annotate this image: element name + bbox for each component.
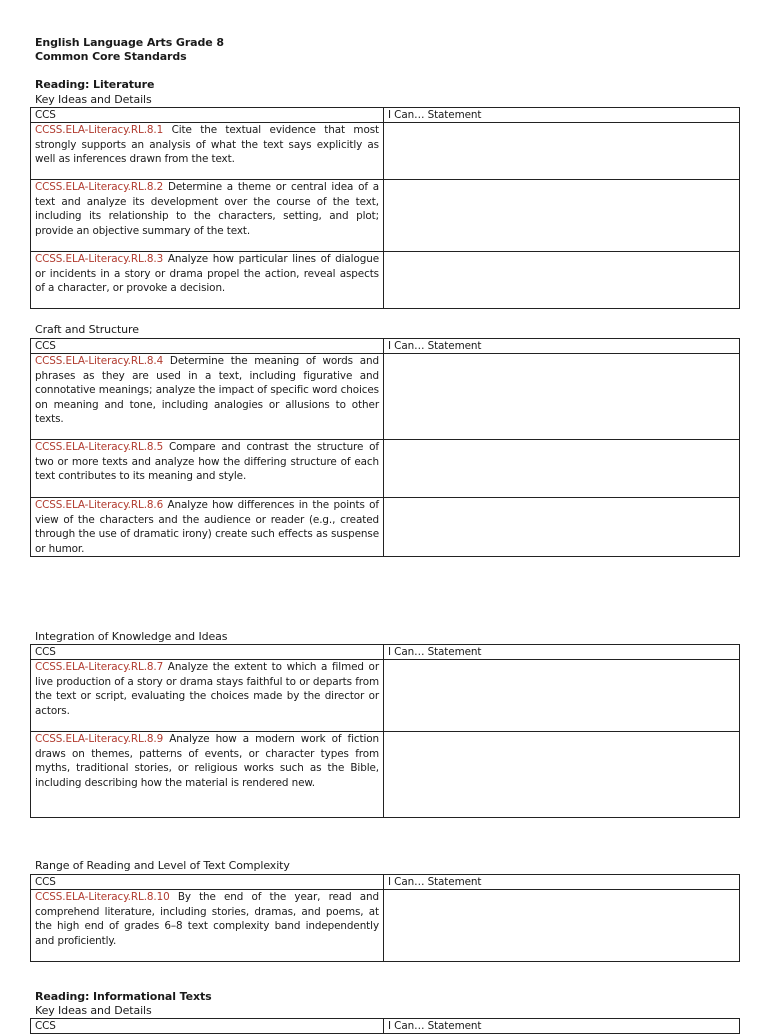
ccs-column-header: CCS [31,1019,384,1034]
section-subheading: Range of Reading and Level of Text Complexity [35,859,290,872]
ican-statement-cell[interactable] [384,252,740,309]
standard-cell [31,440,384,498]
table-row [31,354,740,440]
table-header-row [31,875,740,890]
ican-statement-cell[interactable] [384,498,740,557]
table-row [31,123,740,180]
ican-statement-cell[interactable] [384,354,740,440]
table-header-row [31,339,740,354]
table-row [31,180,740,252]
ican-column-header: I Can… Statement [384,875,740,890]
standard-text: Analyze the extent to which a filmed or live production of a story or drama stays faithful to or departs from the text or script, evaluating the choices made by the director or actors. [35,661,379,717]
standards-table [30,874,740,962]
section-subheading: Key Ideas and Details [35,1004,152,1017]
standard-cell [31,123,384,180]
standards-table [30,1018,740,1034]
table-row [31,732,740,818]
standard-cell [31,180,384,252]
standard-text: Determine the meaning of words and phrases as they are used in a text, including figurative and connotative meanings; analyze the impact of specific word choices on meaning and tone, including analogies or allusions to other texts. [35,355,379,425]
ican-column-header: I Can… Statement [384,1019,740,1034]
table-row [31,252,740,309]
document-title: English Language Arts Grade 8 [35,36,224,49]
ican-statement-cell[interactable] [384,890,740,962]
standard-code: CCSS.ELA-Literacy.RL.8.5 [35,441,164,453]
standard-cell [31,252,384,309]
document-subtitle: Common Core Standards [35,50,187,63]
standard-code: CCSS.ELA-Literacy.RL.8.3 [35,253,164,265]
ccs-column-header: CCS [31,339,384,354]
section-subheading: Key Ideas and Details [35,93,152,106]
standard-code: CCSS.ELA-Literacy.RL.8.6 [35,499,164,511]
standard-cell [31,498,384,557]
table-header-row [31,645,740,660]
standard-cell [31,732,384,818]
section-subheading: Craft and Structure [35,323,139,336]
standard-text: Compare and contrast the structure of two or more texts and analyze how the differing structure of each text contributes to its meaning and style. [35,441,379,482]
standards-table [30,107,740,309]
table-row [31,498,740,557]
standard-text: Cite the textual evidence that most strongly supports an analysis of what the text says explicitly as well as inferences drawn from the text. [35,124,379,165]
standard-cell [31,660,384,732]
standard-code: CCSS.ELA-Literacy.RL.8.1 [35,124,164,136]
standard-cell [31,890,384,962]
standard-code: CCSS.ELA-Literacy.RL.8.2 [35,181,164,193]
standard-code: CCSS.ELA-Literacy.RL.8.9 [35,733,164,745]
ccs-column-header: CCS [31,875,384,890]
ican-column-header: I Can… Statement [384,645,740,660]
ican-statement-cell[interactable] [384,732,740,818]
standards-table [30,338,740,557]
ccs-column-header: CCS [31,108,384,123]
standard-text: Analyze how differences in the points of view of the characters and the audience or reader (e.g., created through the use of dramatic irony) create such effects as suspense or humor. [35,499,379,555]
standard-code: CCSS.ELA-Literacy.RL.8.10 [35,891,170,903]
ican-column-header: I Can… Statement [384,108,740,123]
ican-statement-cell[interactable] [384,180,740,252]
standard-text: By the end of the year, read and comprehend literature, including stories, dramas, and poems, at the high end of grades 6–8 text complexity band independently and proficiently. [35,891,379,947]
ican-column-header: I Can… Statement [384,339,740,354]
standards-table [30,644,740,818]
table-row [31,890,740,962]
standard-cell [31,354,384,440]
table-header-row [31,108,740,123]
standard-text: Analyze how a modern work of fiction draws on themes, patterns of events, or character types from myths, traditional stories, or religious works such as the Bible, including describing how the material is rendered new. [35,733,379,789]
table-row [31,440,740,498]
table-header-row [31,1019,740,1034]
ican-statement-cell[interactable] [384,660,740,732]
section-heading: Reading: Literature [35,78,155,91]
standard-text: Analyze how particular lines of dialogue or incidents in a story or drama propel the action, reveal aspects of a character, or provoke a decision. [35,253,379,294]
table-row [31,660,740,732]
ican-statement-cell[interactable] [384,440,740,498]
standard-text: Determine a theme or central idea of a text and analyze its development over the course of the text, including its relationship to the characters, setting, and plot; provide an objective summary of the text. [35,181,379,237]
ican-statement-cell[interactable] [384,123,740,180]
section-heading: Reading: Informational Texts [35,990,212,1003]
ccs-column-header: CCS [31,645,384,660]
standard-code: CCSS.ELA-Literacy.RL.8.7 [35,661,164,673]
standard-code: CCSS.ELA-Literacy.RL.8.4 [35,355,164,367]
section-subheading: Integration of Knowledge and Ideas [35,630,228,643]
